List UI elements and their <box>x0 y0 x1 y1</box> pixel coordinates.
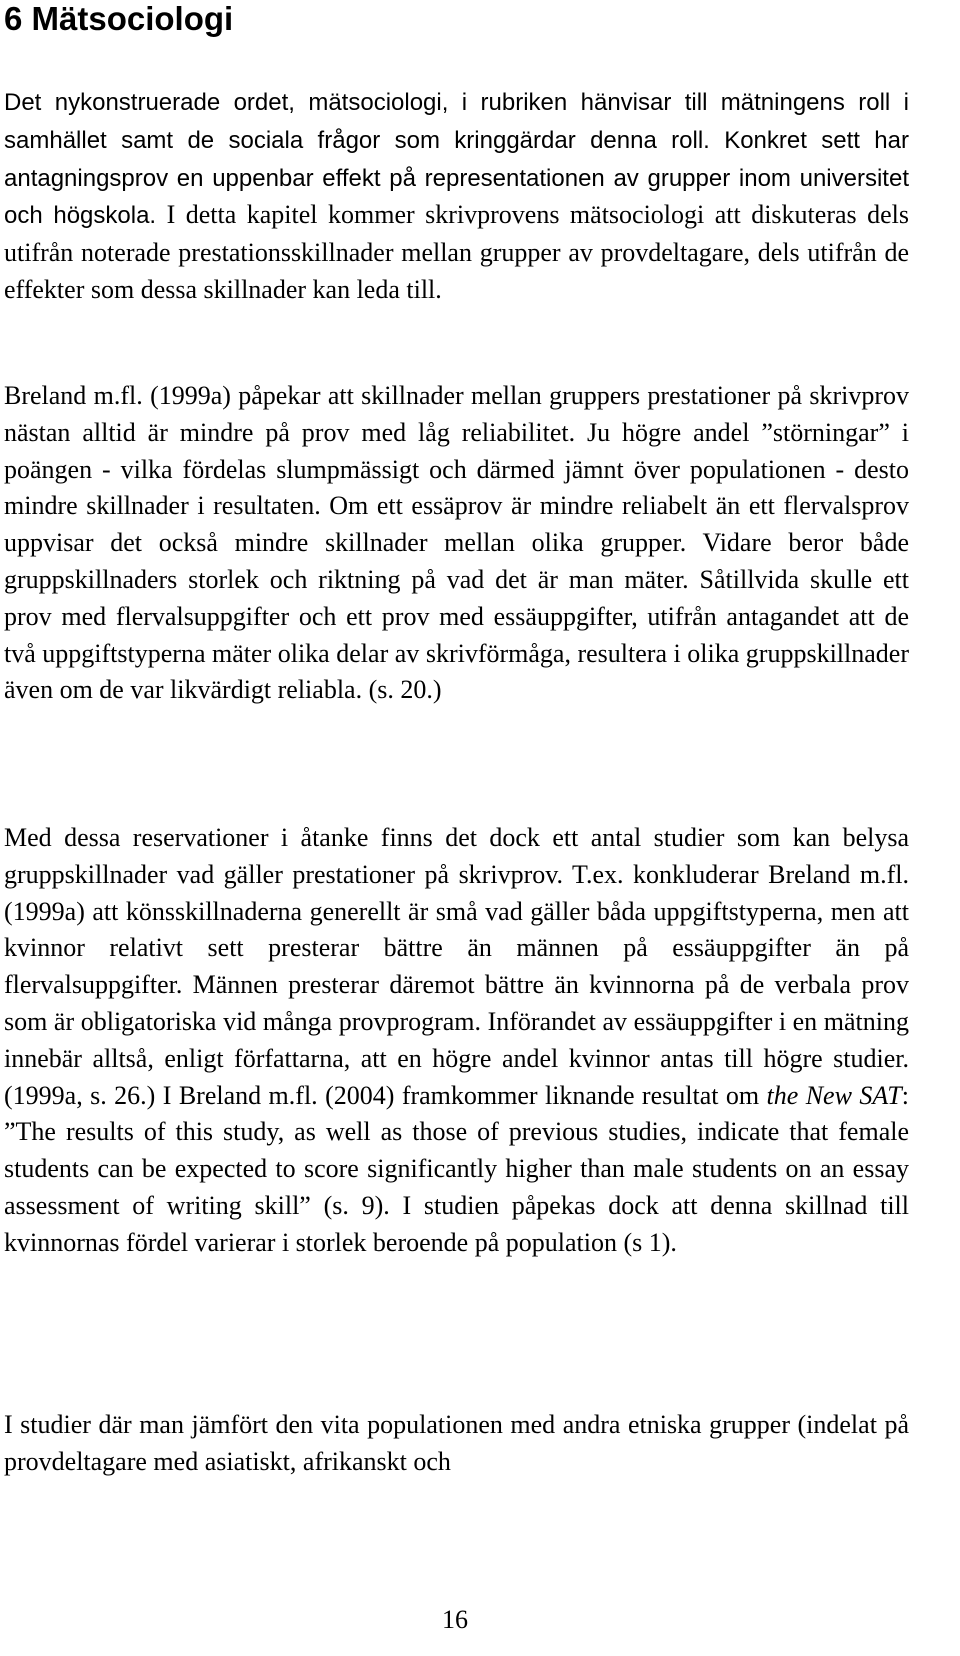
intro-sentences-sans: Det nykonstruerade ordet, mätsociologi, i rubriken hänvisar till mätningens roll i samhället samt de sociala frågor som kringgärdar denna roll. Konkret sett har antagningsprov en uppenbar effekt på representationen av grupper inom universitet och högskola. <box>4 89 909 230</box>
gender-text-before: Med dessa reservationer i åtanke finns det dock ett antal studier som kan belysa gruppskillnader vad gäller prestationer på skrivprov. T.ex. konkluderar Breland m.fl. (1999a) att könsskillnaderna generellt är små vad gäller båda uppgiftstyperna, men att kvinnor relativt sett presterar bättre än männen på essäuppgifter än på flervalsuppgifter. Männen presterar däremot bättre än kvinnorna på de verbala prov som är obligatoriska vid många provprogram. Införandet av essäuppgifter i en mätning innebär alltså, enligt författarna, att en högre andel kvinnor antas till högre studier. (1999a, s. 26.) I Breland m.fl. (2004) framkommer liknande resultat om <box>4 823 909 1110</box>
new-sat-title: the New SAT <box>766 1080 902 1110</box>
paragraph-ethnic-groups: I studier där man jämfört den vita populationen med andra etniska grupper (indelat på provdeltagare med asiatiskt, afrikanskt och <box>4 1410 909 1476</box>
paragraph-intro <box>4 84 909 309</box>
gender-text-after: : ”The results of this study, as well as those of previous studies, indicate that female students can be expected to score significantly higher than male students on an essay assessment of writing skill” (s. 9). I studien påpekas dock att denna skillnad till kvinnornas fördel varierar i storlek beroende på population (s 1). <box>4 1080 909 1257</box>
intro-sentences-serif: I detta kapitel kommer skrivprovens mätsociologi att diskuteras dels utifrån noterade prestationsskillnader mellan grupper av provdeltagare, dels utifrån de effekter som dessa skillnader kan leda till. <box>4 200 909 304</box>
page-number: 16 <box>442 1605 468 1634</box>
section-heading: 6 Mätsociologi <box>4 0 234 37</box>
paragraph-gender-differences <box>4 820 909 1262</box>
paragraph-breland-quote: Breland m.fl. (1999a) påpekar att skillnader mellan gruppers prestationer på skrivprov nästan alltid är mindre på prov med låg reliabilitet. Ju högre andel ”störningar” i poängen - vilka fördelas slumpmässigt och därmed jämnt över populationen - desto mindre skillnader i resultaten. Om ett essäprov är mindre reliabelt än ett flervalsprov uppvisar det också mindre skillnader mellan olika grupper. Vidare beror både gruppskillnaders storlek och riktning på vad det är man mäter. Såtillvida skulle ett prov med flervalsuppgifter och ett prov med essäuppgifter, utifrån antagandet att de två uppgiftstyperna mäter olika delar av skrivförmåga, resultera i olika gruppskillnader även om de var likvärdigt reliabla. (s. 20.) <box>4 381 909 705</box>
